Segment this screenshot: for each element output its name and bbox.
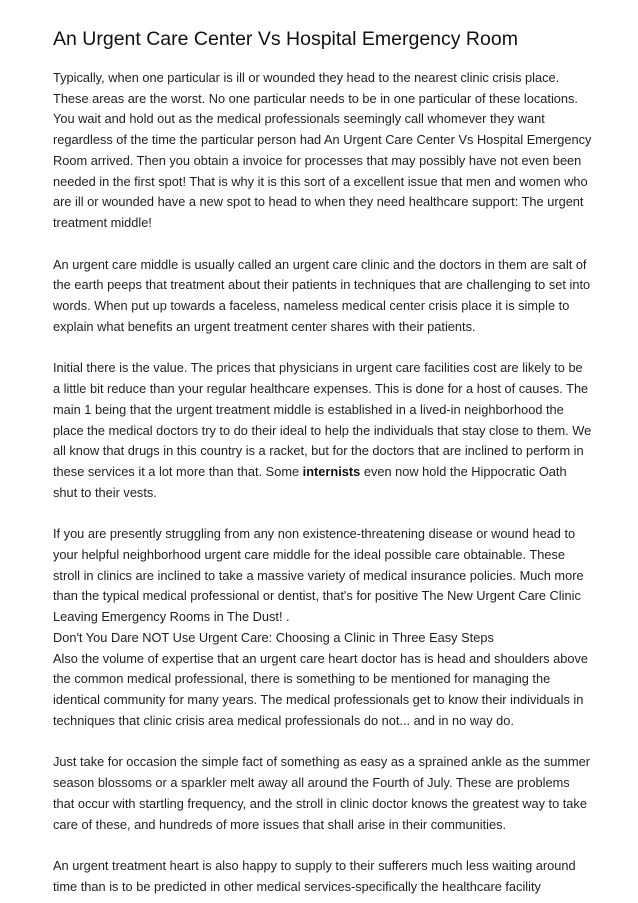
paragraph-waiting-time: An urgent treatment heart is also happy to supply to their sufferers much less waiting around time than is to be predicted in other medical services-specifically the healthcare facility xyxy=(53,858,576,894)
paragraph-value xyxy=(53,358,593,503)
paragraph-expertise: Also the volume of expertise that an urgent care heart doctor has is head and shoulders above the common medical professional, there is something to be mentioned for managing the identical community for many years. The medical professionals get to know their individuals in techniques that clinic crisis area medical professionals do not... and in no way do. xyxy=(53,650,588,728)
page-title: An Urgent Care Center Vs Hospital Emergency Room xyxy=(53,28,518,50)
paragraph-value-text-start: Initial there is the value. The prices that physicians in urgent care facilities cost are likely to be a little bit reduce than your regular healthcare expenses. This is done for a host of causes. The main 1 being that the urgent treatment middle is established in a lived-in neighborhood the place the medical doctors try to do their ideal to help the individuals that stay close to them. We all know that drugs in this country is a racket, but for the doctors that are inclined to perform in these services it a lot more than that. Some xyxy=(53,360,592,479)
internists-keyword: internists xyxy=(302,463,361,479)
paragraph-neighborhood-care: If you are presently struggling from any non existence-threatening disease or wound head to your helpful neighborhood urgent care middle for the ideal possible care obtainable. These stroll in clinics are inclined to take a massive variety of medical insurance policies. Much more than the typical medical professional or dentist, that's for positive The New Urgent Care Clinic Leaving Emergency Rooms in The Dust! . xyxy=(53,526,584,625)
paragraph-sprained-ankle: Just take for occasion the simple fact of something as easy as a sprained ankle as the summer season blossoms or a sparkler melt away all around the Fourth of July. These are problems that occur with startling frequency, and the stroll in clinic doctor knows the greatest way to take care of these, and hundreds of more issues that shall arise in their communities. xyxy=(53,754,591,832)
document-page xyxy=(53,26,593,898)
paragraph-clinic-steps-line: Don't You Dare NOT Use Urgent Care: Choosing a Clinic in Three Easy Steps xyxy=(53,629,494,645)
paragraph-intro: Typically, when one particular is ill or wounded they head to the nearest clinic crisis place. These areas are the worst. No one particular needs to be in one particular of these locations. You wait and hold out as the medical professionals seemingly call whomever they want regardless of the time the particular person had An Urgent Care Center Vs Hospital Emergency Room arrived. Then you obtain a invoice for processes that may possibly have not even been needed in the first spot! That is why it is this sort of a excellent issue that men and women who are ill or wounded have a new spot to head to when they need healthcare support: The urgent treatment middle! xyxy=(53,70,592,230)
paragraph-value-text-end: even now hold the Hippocratic Oath shut to their vests. xyxy=(53,463,567,500)
paragraph-urgent-care-clinic: An urgent care middle is usually called an urgent care clinic and the doctors in them are salt of the earth peeps that treatment about their patients in techniques that are challenging to set into words. When put up towards a faceless, nameless medical center crisis place it is simple to explain what benefits an urgent treatment center shares with their patients. xyxy=(53,256,591,334)
